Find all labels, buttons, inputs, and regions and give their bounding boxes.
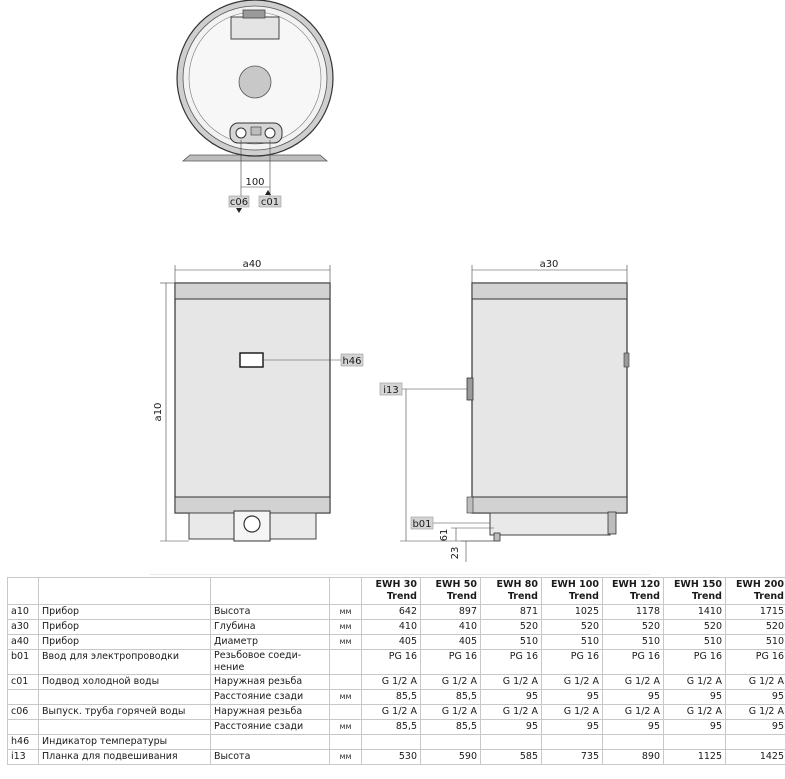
row-attribute: Глубина	[211, 620, 330, 635]
table-cell: 510	[603, 635, 664, 650]
table-cell: 510	[726, 635, 785, 650]
dimension-23: 23	[450, 546, 461, 560]
column-header: EWH 200 Trend	[726, 578, 785, 605]
tag-c01: c01	[260, 197, 280, 208]
dimension-a30: a30	[539, 259, 559, 270]
row-attribute: Расстояние сзади	[211, 690, 330, 705]
tank-body	[175, 283, 330, 513]
column-header: EWH 80 Trend	[481, 578, 542, 605]
table-cell	[481, 735, 542, 750]
table-cell: 1125	[664, 750, 726, 765]
side-view	[380, 259, 629, 562]
row-unit: мм	[330, 690, 362, 705]
table-body	[8, 605, 785, 765]
table-cell: G 1/2 A	[664, 675, 726, 690]
top-panel-tab	[243, 10, 265, 18]
table-cell: 1178	[603, 605, 664, 620]
side-top-cap	[472, 283, 627, 299]
table-row	[8, 620, 785, 635]
table-cell	[726, 735, 785, 750]
table-cell	[664, 735, 726, 750]
table-cell: 95	[726, 690, 785, 705]
tag-i13: i13	[383, 385, 399, 396]
table-cell: 1425	[726, 750, 785, 765]
table-cell: 897	[421, 605, 481, 620]
table-cell	[362, 735, 421, 750]
column-header: EWH 30 Trend	[362, 578, 421, 605]
table-cell: 530	[362, 750, 421, 765]
column-header: EWH 150 Trend	[664, 578, 726, 605]
specification-table	[7, 577, 785, 765]
table-cell: 520	[542, 620, 603, 635]
table-cell: 871	[481, 605, 542, 620]
table-cell: G 1/2 A	[726, 705, 785, 720]
row-attribute: Высота	[211, 750, 330, 765]
table-cell: G 1/2 A	[421, 675, 481, 690]
table-cell: 520	[664, 620, 726, 635]
table-cell: G 1/2 A	[664, 705, 726, 720]
table-cell	[421, 735, 481, 750]
table-row	[8, 675, 785, 690]
row-code: i13	[8, 750, 39, 765]
pipe-c06	[236, 128, 246, 138]
bottom-flange	[244, 516, 260, 532]
top-panel	[231, 17, 279, 39]
table-cell: 510	[542, 635, 603, 650]
pipe-stub	[494, 533, 500, 541]
row-attribute: Резьбовое соеди-нение	[211, 650, 330, 675]
dimension-61: 61	[439, 528, 450, 542]
table-row	[8, 690, 785, 705]
temperature-indicator	[240, 353, 263, 367]
table-row	[8, 735, 785, 750]
table-row	[8, 720, 785, 735]
row-code	[8, 690, 39, 705]
pipe-c01	[265, 128, 275, 138]
table-cell: 95	[481, 720, 542, 735]
column-header: EWH 100 Trend	[542, 578, 603, 605]
table-cell: 642	[362, 605, 421, 620]
column-header: EWH 50 Trend	[421, 578, 481, 605]
side-indicator	[624, 353, 629, 367]
front-view	[153, 259, 363, 541]
table-cell: 95	[603, 720, 664, 735]
side-rear-knob	[608, 512, 616, 534]
table-cell: G 1/2 A	[421, 705, 481, 720]
table-cell: G 1/2 A	[603, 675, 664, 690]
row-code	[8, 720, 39, 735]
table-cell: 590	[421, 750, 481, 765]
table-cell: 410	[362, 620, 421, 635]
table-cell: PG 16	[726, 650, 785, 675]
row-unit	[330, 735, 362, 750]
table-cell: 95	[481, 690, 542, 705]
row-attribute: Наружная резьба	[211, 675, 330, 690]
table-row	[8, 650, 785, 675]
row-unit: мм	[330, 750, 362, 765]
table-cell: PG 16	[603, 650, 664, 675]
table-cell: PG 16	[542, 650, 603, 675]
row-attribute: Расстояние сзади	[211, 720, 330, 735]
row-item: Прибор	[39, 605, 211, 620]
table-cell: 85,5	[362, 720, 421, 735]
row-item: Ввод для электропроводки	[39, 650, 211, 675]
table-cell: PG 16	[362, 650, 421, 675]
row-item: Планка для подвешивания	[39, 750, 211, 765]
row-code: h46	[8, 735, 39, 750]
row-unit: мм	[330, 605, 362, 620]
column-header: EWH 120 Trend	[603, 578, 664, 605]
arrow-down-icon	[236, 208, 242, 213]
row-unit	[330, 705, 362, 720]
table-cell: 95	[664, 720, 726, 735]
wall-bracket-lower	[467, 497, 473, 513]
tag-c06: c06	[229, 197, 249, 208]
row-attribute	[211, 735, 330, 750]
table-cell	[542, 735, 603, 750]
row-attribute: Высота	[211, 605, 330, 620]
table-cell: G 1/2 A	[542, 675, 603, 690]
table-cell: 520	[603, 620, 664, 635]
table-cell: G 1/2 A	[542, 705, 603, 720]
table-row	[8, 635, 785, 650]
wall-bracket	[467, 378, 473, 400]
table-cell: 95	[664, 690, 726, 705]
table-cell: 405	[362, 635, 421, 650]
row-item: Прибор	[39, 635, 211, 650]
table-cell: PG 16	[664, 650, 726, 675]
table-cell: 1410	[664, 605, 726, 620]
row-item: Выпуск. труба горячей воды	[39, 705, 211, 720]
tag-b01: b01	[412, 519, 432, 530]
table-cell: 520	[481, 620, 542, 635]
tag-h46: h46	[342, 356, 362, 367]
row-code: a10	[8, 605, 39, 620]
table-cell: PG 16	[421, 650, 481, 675]
row-unit: мм	[330, 720, 362, 735]
table-cell: 735	[542, 750, 603, 765]
row-unit: мм	[330, 620, 362, 635]
table-cell: 95	[542, 690, 603, 705]
row-code: a30	[8, 620, 39, 635]
row-code: c06	[8, 705, 39, 720]
dimension-a10: a10	[153, 402, 164, 422]
table-cell: G 1/2 A	[481, 705, 542, 720]
table-cell: 520	[726, 620, 785, 635]
table-row	[8, 605, 785, 620]
table-cell: 85,5	[421, 690, 481, 705]
top-cap	[175, 283, 330, 299]
table-cell: 85,5	[362, 690, 421, 705]
table-cell: 510	[481, 635, 542, 650]
table-cell: G 1/2 A	[726, 675, 785, 690]
row-unit	[330, 675, 362, 690]
table-cell: 890	[603, 750, 664, 765]
row-item	[39, 720, 211, 735]
center-flange	[239, 66, 271, 98]
table-cell: PG 16	[481, 650, 542, 675]
cable-entry	[251, 127, 261, 135]
side-tank-body	[472, 283, 627, 513]
table-cell: 1025	[542, 605, 603, 620]
table-cell: 410	[421, 620, 481, 635]
table-header-row	[8, 578, 785, 605]
table-cell	[603, 735, 664, 750]
row-code: c01	[8, 675, 39, 690]
row-item: Подвод холодной воды	[39, 675, 211, 690]
row-attribute: Диаметр	[211, 635, 330, 650]
table-cell: G 1/2 A	[603, 705, 664, 720]
row-item: Индикатор температуры	[39, 735, 211, 750]
row-unit: мм	[330, 635, 362, 650]
table-cell: G 1/2 A	[362, 705, 421, 720]
table-cell: G 1/2 A	[362, 675, 421, 690]
table-cell: 510	[664, 635, 726, 650]
table-cell: G 1/2 A	[481, 675, 542, 690]
table-cell: 585	[481, 750, 542, 765]
row-item	[39, 690, 211, 705]
bottom-view	[177, 0, 333, 213]
row-unit	[330, 650, 362, 675]
side-bottom-band	[472, 497, 627, 513]
row-code: a40	[8, 635, 39, 650]
table-cell: 1715	[726, 605, 785, 620]
table-cell: 95	[603, 690, 664, 705]
row-item: Прибор	[39, 620, 211, 635]
table-row	[8, 705, 785, 720]
side-bottom-cover	[490, 513, 610, 535]
row-code: b01	[8, 650, 39, 675]
table-cell: 85,5	[421, 720, 481, 735]
table-cell: 405	[421, 635, 481, 650]
dimension-a40: a40	[242, 259, 262, 270]
row-attribute: Наружная резьба	[211, 705, 330, 720]
table-row	[8, 750, 785, 765]
table-cell: 95	[542, 720, 603, 735]
dimension-100: 100	[245, 177, 265, 188]
table-cell: 95	[726, 720, 785, 735]
